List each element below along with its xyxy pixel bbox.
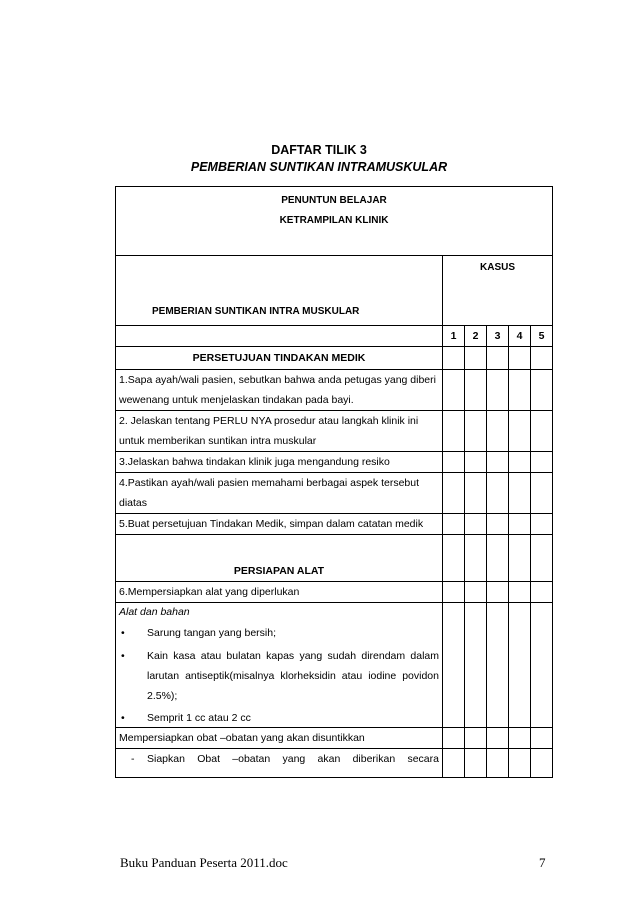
check-cell[interactable] [487, 370, 509, 411]
check-cell[interactable] [531, 603, 553, 728]
case-number-4: 4 [509, 326, 531, 347]
check-cell[interactable] [443, 535, 465, 582]
kasus-header: KASUS [443, 256, 553, 326]
table-row [116, 603, 553, 728]
table-row [116, 728, 553, 749]
list-item [119, 749, 439, 769]
item-4: 4.Pastikan ayah/wali pasien memahami berbagai aspek tersebut diatas [116, 473, 443, 514]
item-2: 2. Jelaskan tentang PERLU NYA prosedur atau langkah klinik ini untuk memberikan suntikan intra muskular [116, 411, 443, 452]
check-cell[interactable] [465, 473, 487, 514]
check-cell[interactable] [531, 370, 553, 411]
check-cell[interactable] [487, 535, 509, 582]
bullet-icon: • [121, 627, 125, 639]
procedure-title: PEMBERIAN SUNTIKAN INTRA MUSKULAR [116, 256, 443, 326]
check-cell[interactable] [465, 452, 487, 473]
table-row [116, 582, 553, 603]
check-cell[interactable] [531, 535, 553, 582]
section-persiapan: PERSIAPAN ALAT [116, 535, 443, 582]
bullet-icon: • [121, 650, 125, 662]
check-cell[interactable] [509, 411, 531, 452]
table-row [116, 411, 553, 452]
check-cell[interactable] [443, 347, 465, 370]
check-cell[interactable] [531, 347, 553, 370]
check-cell[interactable] [531, 514, 553, 535]
check-cell[interactable] [487, 728, 509, 749]
item-6: 6.Mempersiapkan alat yang diperlukan [116, 582, 443, 603]
check-cell[interactable] [465, 728, 487, 749]
check-cell[interactable] [531, 473, 553, 514]
check-cell[interactable] [531, 728, 553, 749]
check-cell[interactable] [509, 370, 531, 411]
list-item [119, 709, 439, 727]
item-1: 1.Sapa ayah/wali pasien, sebutkan bahwa anda petugas yang diberi wewenang untuk menjelaskan tindakan pada bayi. [116, 370, 443, 411]
alat-heading: Alat dan bahan [119, 606, 190, 618]
table-row [116, 452, 553, 473]
check-cell[interactable] [443, 582, 465, 603]
check-cell[interactable] [531, 452, 553, 473]
check-cell[interactable] [443, 411, 465, 452]
check-cell[interactable] [531, 749, 553, 778]
check-cell[interactable] [487, 347, 509, 370]
check-cell[interactable] [465, 749, 487, 778]
table-row [116, 473, 553, 514]
check-cell[interactable] [509, 582, 531, 603]
check-cell[interactable] [465, 347, 487, 370]
check-cell[interactable] [465, 535, 487, 582]
section-persetujuan: PERSETUJUAN TINDAKAN MEDIK [116, 347, 443, 370]
list-item [119, 624, 439, 642]
check-cell[interactable] [465, 514, 487, 535]
check-cell[interactable] [443, 603, 465, 728]
alat-bullet-3: Semprit 1 cc atau 2 cc [147, 712, 251, 724]
check-cell[interactable] [487, 473, 509, 514]
header-line2: KETRAMPILAN KLINIK [279, 215, 389, 226]
item-5: 5.Buat persetujuan Tindakan Medik, simpan dalam catatan medik [116, 514, 443, 535]
check-cell[interactable] [509, 347, 531, 370]
case-number-3: 3 [487, 326, 509, 347]
check-cell[interactable] [487, 411, 509, 452]
check-cell[interactable] [487, 452, 509, 473]
item-3: 3.Jelaskan bahwa tindakan klinik juga mengandung resiko [116, 452, 443, 473]
check-cell[interactable] [487, 749, 509, 778]
check-cell[interactable] [531, 582, 553, 603]
bullet-icon: • [121, 712, 125, 724]
alat-bahan-cell [116, 603, 443, 728]
page-title: DAFTAR TILIK 3 [271, 143, 367, 157]
check-cell[interactable] [509, 603, 531, 728]
check-cell[interactable] [509, 473, 531, 514]
check-cell[interactable] [487, 514, 509, 535]
alat-bullet-1: Sarung tangan yang bersih; [147, 627, 277, 639]
page-subtitle: PEMBERIAN SUNTIKAN INTRAMUSKULAR [190, 160, 448, 174]
alat-bullet-2: Kain kasa atau bulatan kapas yang sudah direndam dalam larutan antiseptik(misalnya klorheksidin atau iodine povidon 2.5%); [147, 650, 439, 702]
header-line1: PENUNTUN BELAJAR [281, 195, 387, 206]
dash-item-cell [116, 749, 443, 778]
check-cell[interactable] [509, 514, 531, 535]
list-item [119, 646, 439, 706]
footer-filename: Buku Panduan Peserta 2011.doc [120, 855, 288, 870]
case-number-5: 5 [531, 326, 553, 347]
table-row [116, 514, 553, 535]
section-row-persetujuan [116, 347, 553, 370]
check-cell[interactable] [443, 514, 465, 535]
section-row-persiapan [116, 535, 553, 582]
check-cell[interactable] [487, 582, 509, 603]
dash-item-text: Siapkan Obat –obatan yang akan diberikan secara [147, 753, 439, 765]
check-cell[interactable] [443, 452, 465, 473]
header-penuntun-cell [116, 187, 553, 256]
check-cell[interactable] [465, 370, 487, 411]
check-cell[interactable] [509, 535, 531, 582]
check-cell[interactable] [443, 749, 465, 778]
checklist-table [115, 186, 553, 778]
check-cell[interactable] [443, 728, 465, 749]
table-row [116, 749, 553, 778]
obat-item: Mempersiapkan obat –obatan yang akan disuntikkan [116, 728, 443, 749]
case-number-2: 2 [465, 326, 487, 347]
check-cell[interactable] [465, 411, 487, 452]
table-row [116, 370, 553, 411]
case-number-row [116, 326, 553, 347]
header-row-penuntun [116, 187, 553, 256]
check-cell[interactable] [509, 749, 531, 778]
check-cell[interactable] [465, 603, 487, 728]
check-cell[interactable] [509, 452, 531, 473]
page-number: 7 [539, 855, 546, 870]
case-number-1: 1 [443, 326, 465, 347]
check-cell[interactable] [465, 582, 487, 603]
check-cell[interactable] [443, 370, 465, 411]
header-row-procedure [116, 256, 553, 326]
check-cell[interactable] [531, 411, 553, 452]
check-cell[interactable] [487, 603, 509, 728]
dash-icon: - [131, 753, 135, 765]
check-cell[interactable] [509, 728, 531, 749]
check-cell[interactable] [443, 473, 465, 514]
